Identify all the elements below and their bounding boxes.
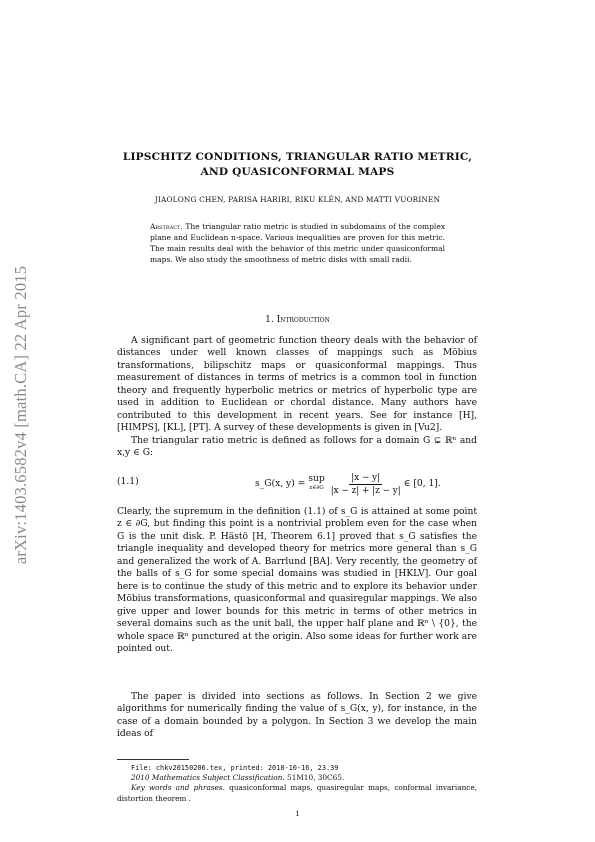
equation-rhs: ∈ [0, 1]. — [403, 479, 441, 489]
keywords-value: quasiconformal maps, quasiregular maps, conformal invariance, distortion theorem . — [117, 783, 477, 803]
author-list: JIAOLONG CHEN, PARISA HARIRI, RIKU KLÉN, AND MATTI VUORINEN — [154, 195, 441, 204]
equation-sup — [308, 475, 324, 493]
sup-subscript: z∈∂G — [309, 485, 324, 491]
section-heading — [100, 315, 495, 325]
paragraph-1: A significant part of geometric function theory deals with the behavior of distances under well known classes of mappings such as Möbius transformations, bilipschitz maps or quasiconformal mappings. Thus measurement of distances in terms of metrics is a common tool in function theory and frequently hyperbolic metrics or metrics of hyperbolic type are used in addition to Euclidean or chordal distance. Many authors have contributed to this development in recent years. See for instance [H], [HIMPS], [KL], [PT]. A survey of these developments is given in [Vu2]. — [117, 336, 477, 434]
keywords-label: Key words and phrases. — [131, 783, 225, 793]
section-title: Introduction — [276, 315, 330, 325]
paragraph-2: The triangular ratio metric is defined as follows for a domain G ⊊ ℝⁿ and x,y ∈ G: — [117, 436, 477, 459]
paragraph-3: Clearly, the supremum in the definition (1.1) of s_G is attained at some point z ∈ ∂G, but finding this point is a nontrivial problem even for the case when G is the unit disk. P. Hästö [H, Theorem 6.1] proved that s_G satisfies the triangle inequality and developed theory for metrics more general than s_G and generalized the work of A. Barrlund [BA]. Very recently, the geometry of the balls of s_G for some special domains was studied in [HKLV]. Our goal here is to continue the study of this metric and to explore its behavior under Möbius transformations, quasiconformal and quasiregular mappings. We also give upper and lower bounds for this metric in terms of other metrics in several domains such as the unit ball, the upper half plane and ℝⁿ \ {0}, the whole space ℝⁿ punctured at the origin. Also some ideas for further work are pointed out. — [117, 507, 477, 654]
abstract-label: Abstract. — [150, 222, 183, 231]
title-line-1: LIPSCHITZ CONDITIONS, TRIANGULAR RATIO METRIC, — [122, 151, 473, 163]
footnote-msc — [117, 773, 477, 783]
paper-title — [100, 150, 495, 180]
equation-label: (1.1) — [117, 477, 139, 487]
title-line-2: AND QUASICONFORMAL MAPS — [200, 166, 395, 178]
footnote-file-line: File: chkv20150206.tex, printed: 2018-10-16, 23.39 — [131, 764, 339, 772]
equation-lhs: s_G(x, y) = — [255, 479, 306, 489]
footnotes — [117, 763, 477, 804]
abstract-text: The triangular ratio metric is studied in subdomains of the complex plane and Euclidean n-space. Various inequalities are proven for this metric. The main results deal with the behavior of this metric under quasiconformal maps. We also study the smoothness of metric disks with small radii. — [150, 222, 445, 264]
footnote-keywords — [117, 783, 477, 803]
msc-value: 51M10, 30C65. — [287, 773, 345, 783]
fraction-numerator: |x − y| — [351, 472, 381, 483]
page-number: 1 — [295, 809, 300, 818]
msc-label: 2010 Mathematics Subject Classification. — [131, 773, 285, 783]
equation-fraction — [331, 473, 401, 496]
sup-operator: sup — [308, 474, 325, 484]
equation-body — [255, 470, 441, 498]
paragraph-4: The paper is divided into sections as follows. In Section 2 we give algorithms for numerically finding the value of s_G(x, y), for instance, in the case of a domain bounded by a polygon. In Section 3 we develop the main ideas of — [117, 692, 477, 740]
section-number: 1. — [265, 315, 274, 325]
abstract — [150, 222, 445, 266]
footnote-rule — [117, 759, 189, 760]
arxiv-sidebar-stamp — [9, 232, 33, 598]
arxiv-identifier: arXiv:1403.6582v4 [math.CA] 22 Apr 2015 — [11, 265, 31, 565]
equation-1-1 — [117, 470, 477, 498]
fraction-denominator: |x − z| + |z − y| — [330, 485, 401, 496]
